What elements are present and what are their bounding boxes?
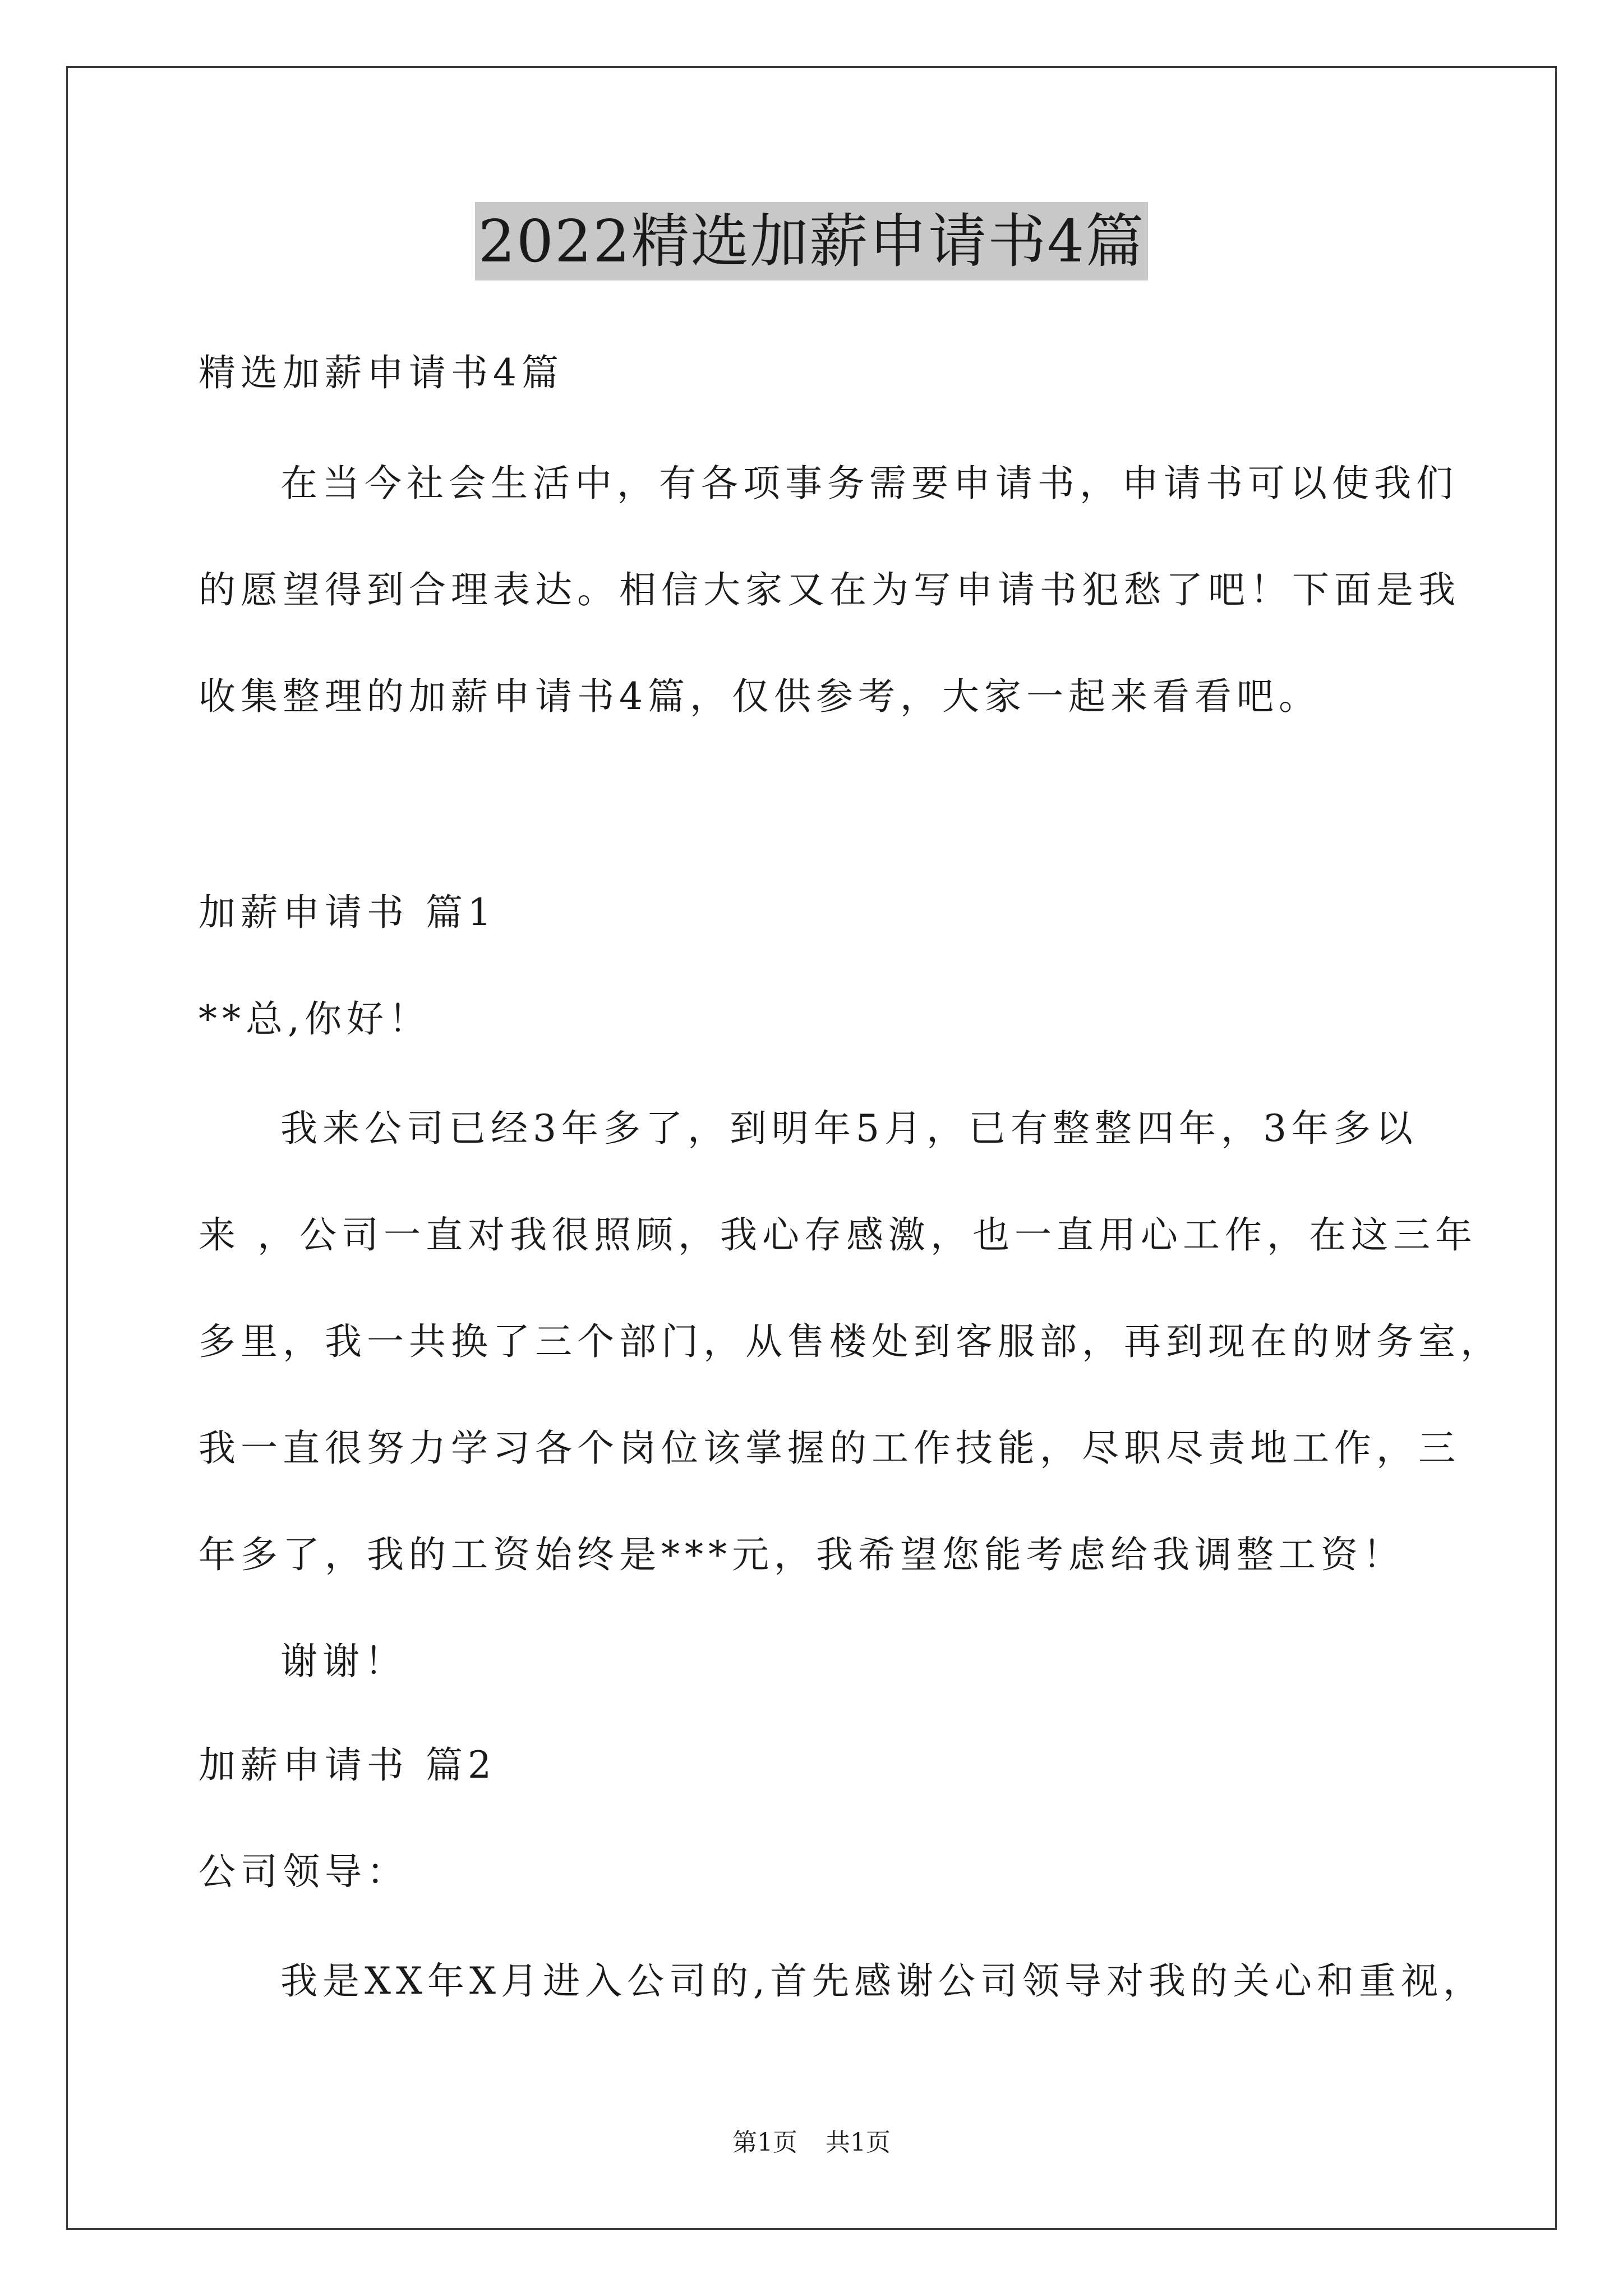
intro-line-2: 的愿望得到合理表达。相信大家又在为写申请书犯愁了吧！下面是我: [199, 568, 1460, 611]
body-line-1: 我来公司已经3年多了，到明年5月，已有整整四年，3年多以: [280, 1107, 1418, 1150]
body-line-4: 我一直很努力学习各个岗位该掌握的工作技能，尽职尽责地工作，三: [199, 1427, 1460, 1470]
section-heading-2: 加薪申请书 篇2: [199, 1743, 496, 1787]
page-footer: [0, 2126, 1623, 2160]
salutation-2: 公司领导：: [199, 1850, 409, 1893]
body-line-6: 我是XX年X月进入公司的,首先感谢公司领导对我的关心和重视，: [280, 1959, 1485, 2003]
subtitle-line: 精选加薪申请书4篇: [199, 351, 564, 394]
section-heading-1: 加薪申请书 篇1: [199, 891, 496, 934]
thanks-line: 谢谢！: [280, 1640, 407, 1683]
body-line-5: 年多了，我的工资始终是***元，我希望您能考虑给我调整工资！: [199, 1533, 1405, 1576]
body-line-2: 来 ，公司一直对我很照顾，我心存感激，也一直用心工作，在这三年: [199, 1213, 1477, 1257]
footer-page-number: 第1页: [732, 2128, 797, 2157]
intro-line-1: 在当今社会生活中，有各项事务需要申请书，申请书可以使我们: [280, 462, 1458, 505]
intro-line-3: 收集整理的加薪申请书4篇，仅供参考，大家一起来看看吧。: [199, 675, 1321, 718]
document-title: 2022精选加薪申请书4篇: [475, 202, 1149, 280]
title-wrap: [0, 202, 1623, 280]
body-line-3: 多里，我一共换了三个部门，从售楼处到客服部，再到现在的财务室，: [199, 1320, 1502, 1363]
salutation-1: **总,你好！: [199, 997, 431, 1041]
footer-total-pages: 共1页: [826, 2128, 891, 2157]
